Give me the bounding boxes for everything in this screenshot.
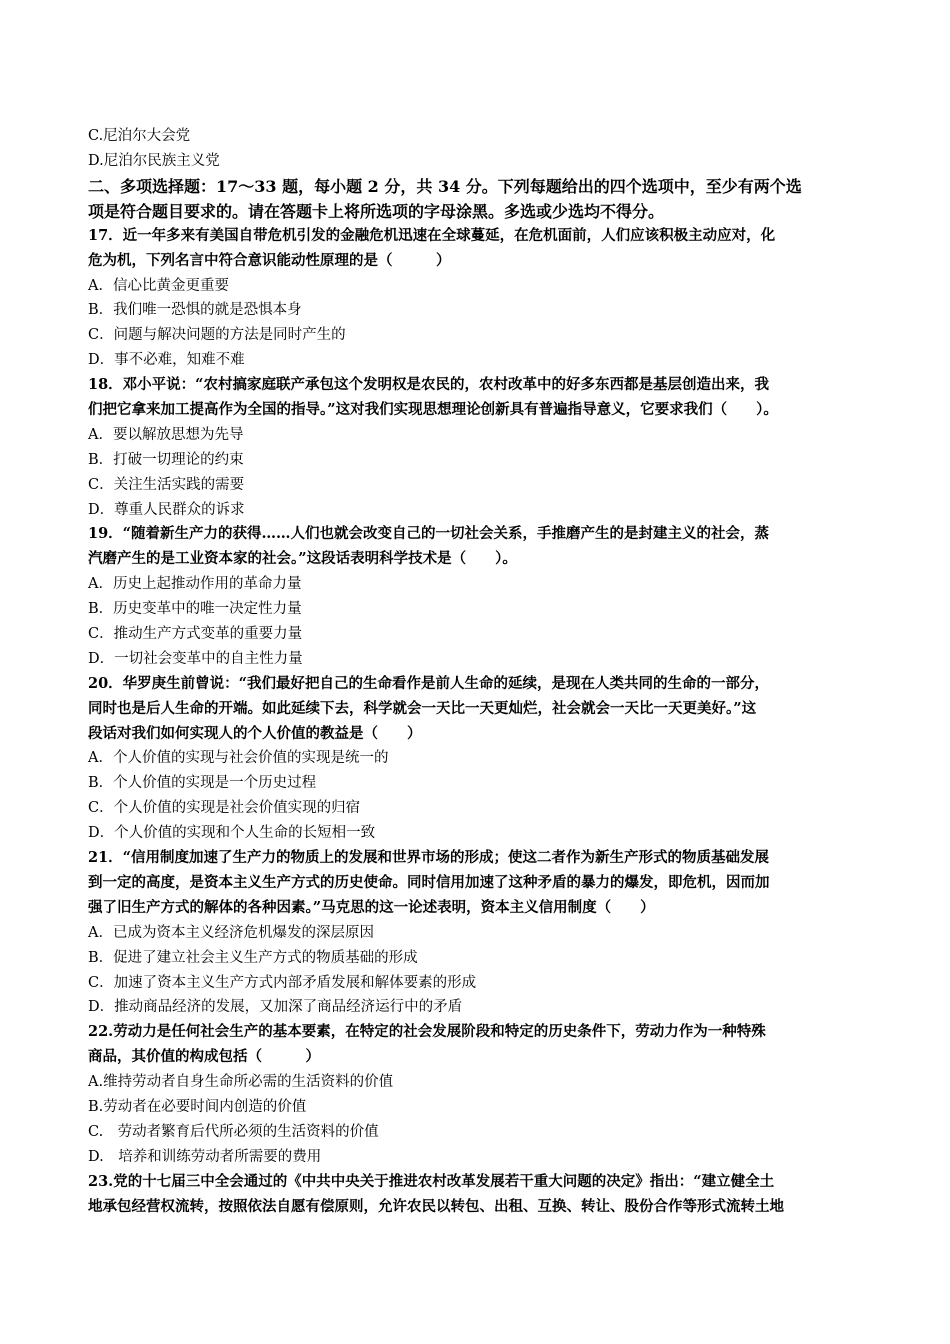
option-c: C．关注生活实践的需要: [88, 476, 245, 493]
option-b: B．促进了建立社会主义生产方式的物质基础的形成: [88, 949, 418, 966]
question-stem-line: 汽磨产生的是工业资本家的社会。”这段话表明科学技术是（ ）。: [88, 550, 517, 568]
section-heading-line: 二、多项选择题：17～33 题，每小题 2 分，共 34 分。下列每题给出的四个选项中，至少有两个选: [88, 176, 802, 196]
question-stem-line: 到一定的高度，是资本主义生产方式的历史使命。同时信用加速了这种矛盾的暴力的爆发，即危机，因而加: [88, 873, 770, 891]
question-stem-line: 20．华罗庚生前曾说：“我们最好把自己的生命看作是前人生命的延续，是现在人类共同的生命的一部分，: [88, 674, 770, 692]
option-a: A．个人价值的实现与社会价值的实现是统一的: [88, 750, 389, 767]
question-stem: [88, 373, 878, 423]
question-stem: [88, 672, 878, 747]
option-c: C．问题与解决问题的方法是同时产生的: [88, 327, 346, 344]
option-b: B．历史变革中的唯一决定性力量: [88, 601, 302, 618]
option-b: B.劳动者在必要时间内创造的价值: [88, 1098, 307, 1115]
question-18: [88, 373, 878, 522]
option-c: C.尼泊尔大会党: [88, 128, 191, 144]
question-stem-line: 强了旧生产方式的解体的各种因素。”马克思的这一论述表明，资本主义信用制度（ ）: [88, 898, 655, 916]
option-a: A.维持劳动者自身生命所必需的生活资料的价值: [88, 1074, 394, 1091]
question-22: [88, 1020, 878, 1169]
option-b: B．打破一切理论的约束: [88, 451, 244, 468]
option-d: D．事不必难，知难不难: [88, 352, 245, 369]
question-stem: [88, 522, 878, 572]
option-a: A．要以解放思想为先导: [88, 426, 244, 443]
option-d: D．一切社会变革中的自主性力量: [88, 650, 303, 667]
question-stem-line: 地承包经营权流转，按照依法自愿有偿原则，允许农民以转包、出租、互换、转让、股份合作等形式流转土地: [88, 1197, 784, 1215]
option-c: C．个人价值的实现是社会价值实现的归宿: [88, 800, 361, 817]
exam-page: [88, 124, 878, 1219]
question-stem-line: 21．“信用制度加速了生产力的物质上的发展和世界市场的形成；使这二者作为新生产形式的物质基础发展: [88, 849, 770, 867]
option-b: B．我们唯一恐惧的就是恐惧本身: [88, 302, 302, 319]
question-stem-line: 23.党的十七届三中全会通过的《中共中央关于推进农村改革发展若干重大问题的决定》指出：“建立健全土: [88, 1172, 775, 1190]
question-stem-line: 危为机，下列名言中符合意识能动性原理的是（ ）: [88, 251, 451, 269]
option-c: C．推动生产方式变革的重要力量: [88, 626, 303, 643]
option-c: C. 劳动者繁育后代所必须的生活资料的价值: [88, 1123, 379, 1140]
option-d: D. 培养和训练劳动者所需要的费用: [88, 1148, 322, 1165]
section-heading-line: 项是符合题目要求的。请在答题卡上将所选项的字母涂黑。多选或少选均不得分。: [88, 201, 665, 221]
question-stem: [88, 1170, 878, 1220]
question-21: [88, 846, 878, 1020]
question-stem-line: 段话对我们如何实现人的个人价值的教益是（ ）: [88, 724, 422, 742]
question-stem: [88, 846, 878, 921]
option-a: A．已成为资本主义经济危机爆发的深层原因: [88, 924, 374, 941]
question-23: [88, 1170, 878, 1220]
option-c: C．加速了资本主义生产方式内部矛盾发展和解体要素的形成: [88, 974, 477, 991]
question-stem-line: 同时也是后人生命的开端。如此延续下去，科学就会一天比一天更灿烂，社会就会一天比一天更美好。”这: [88, 699, 757, 717]
question-20: [88, 672, 878, 846]
question-16-tail: [88, 124, 878, 174]
question-stem-line: 商品，其价值的构成包括（ ）: [88, 1048, 320, 1066]
option-d: D.尼泊尔民族主义党: [88, 152, 220, 169]
option-a: A．信心比黄金更重要: [88, 277, 229, 294]
question-stem-line: 18．邓小平说：“农村搞家庭联产承包这个发明权是农民的，农村改革中的好多东西都是基层创造出来，我: [88, 376, 770, 394]
option-d: D．个人价值的实现和个人生命的长短相一致: [88, 825, 376, 842]
option-a: A．历史上起推动作用的革命力量: [88, 576, 302, 593]
question-19: [88, 522, 878, 671]
option-d: D．推动商品经济的发展，又加深了商品经济运行中的矛盾: [88, 999, 463, 1016]
section-heading: [88, 174, 878, 224]
question-stem: [88, 1020, 878, 1070]
question-stem-line: 19．“随着新生产力的获得……人们也就会改变自己的一切社会关系，手推磨产生的是封建主义的社会，蒸: [88, 525, 770, 543]
question-stem-line: 22.劳动力是任何社会生产的基本要素，在特定的社会发展阶段和特定的历史条件下，劳动力作为一种特殊: [88, 1023, 766, 1041]
question-17: [88, 224, 878, 373]
question-stem: [88, 224, 878, 274]
option-b: B．个人价值的实现是一个历史过程: [88, 775, 317, 792]
question-stem-line: 们把它拿来加工提高作为全国的指导。”这对我们实现思想理论创新具有普遍指导意义，它要求我们（ ）。: [88, 401, 778, 419]
option-d: D．尊重人民群众的诉求: [88, 501, 245, 518]
question-stem-line: 17．近一年多来有美国自带危机引发的金融危机迅速在全球蔓延，在危机面前，人们应该积极主动应对，化: [88, 226, 776, 244]
